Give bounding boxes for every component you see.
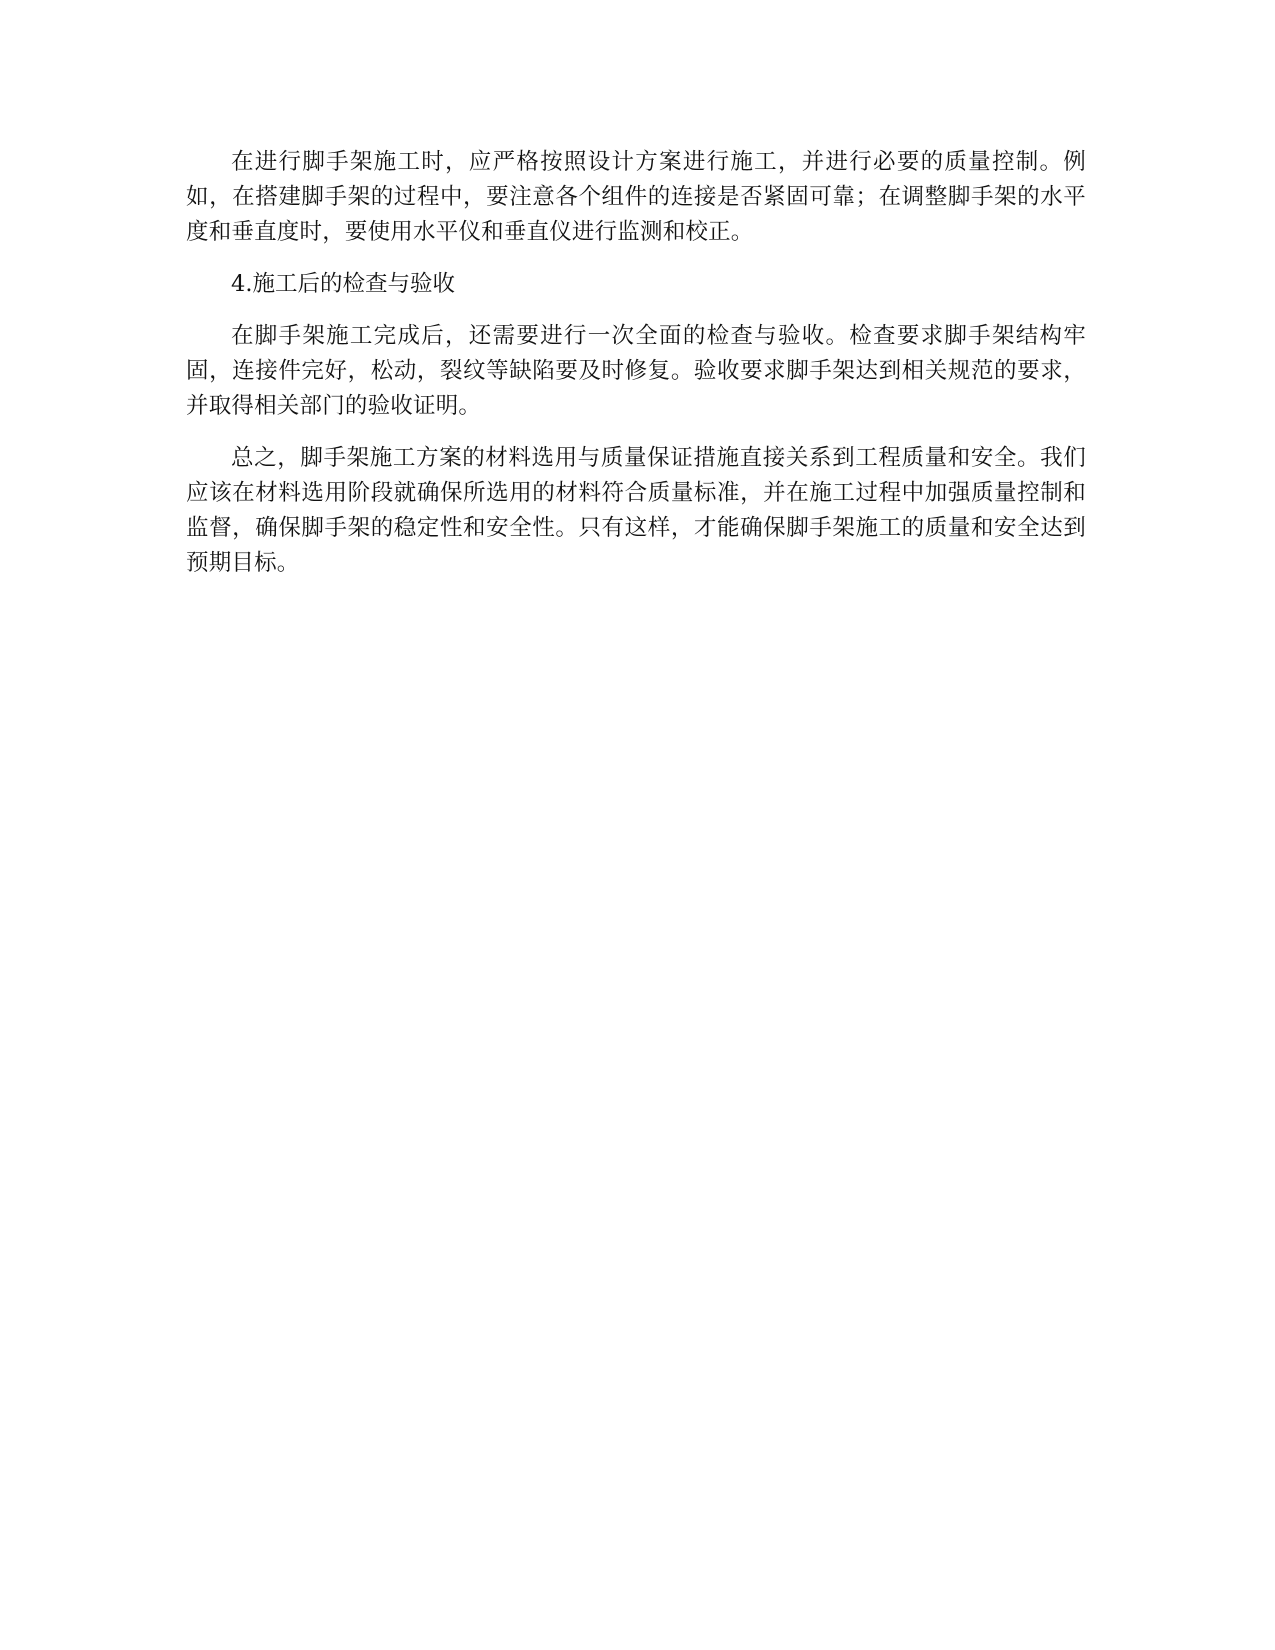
section-heading-inspection-acceptance: 4.施工后的检查与验收	[231, 271, 455, 297]
document-body	[186, 145, 1086, 598]
paragraph-inspection-acceptance: 在脚手架施工完成后，还需要进行一次全面的检查与验收。检查要求脚手架结构牢固，连接件完好，松动，裂纹等缺陷要及时修复。验收要求脚手架达到相关规范的要求，并取得相关部门的验收证明。	[186, 323, 1086, 419]
paragraph-conclusion: 总之，脚手架施工方案的材料选用与质量保证措施直接关系到工程质量和安全。我们应该在材料选用阶段就确保所选用的材料符合质量标准，并在施工过程中加强质量控制和监督，确保脚手架的稳定性和安全性。只有这样，才能确保脚手架施工的质量和安全达到预期目标。	[186, 445, 1086, 576]
paragraph-construction-quality-control: 在进行脚手架施工时，应严格按照设计方案进行施工，并进行必要的质量控制。例如，在搭建脚手架的过程中，要注意各个组件的连接是否紧固可靠；在调整脚手架的水平度和垂直度时，要使用水平仪和垂直仪进行监测和校正。	[186, 149, 1086, 245]
